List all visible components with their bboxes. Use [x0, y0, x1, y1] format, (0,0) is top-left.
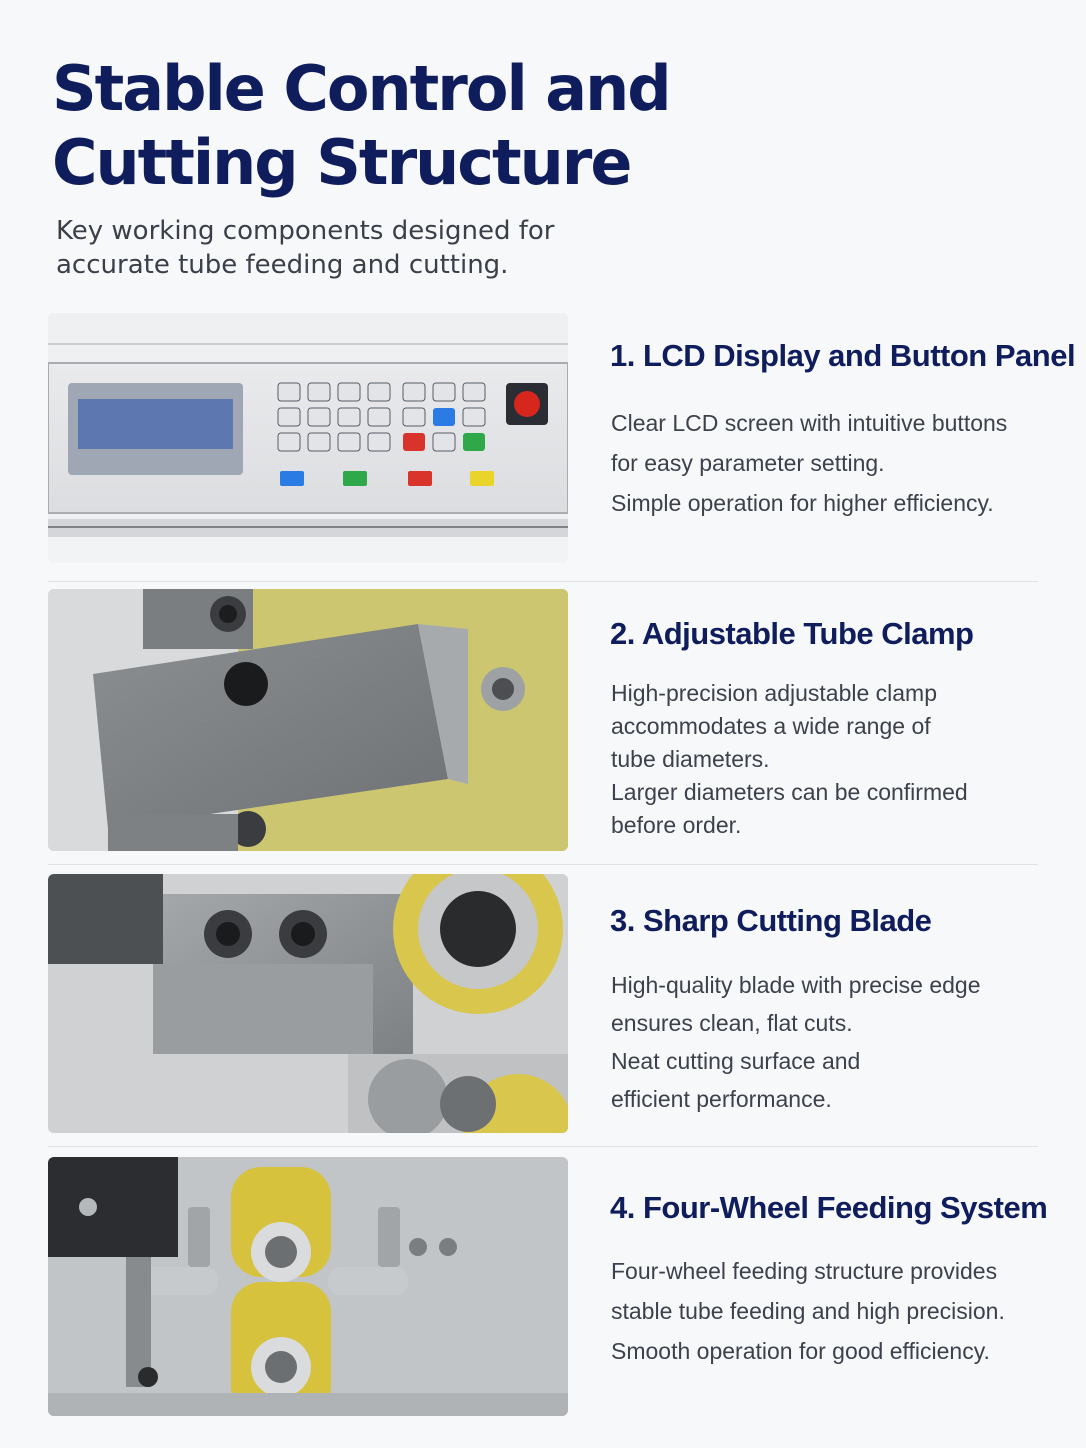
section-title: 3. Sharp Cutting Blade [610, 903, 932, 938]
description-line: accommodates a wide range of [611, 713, 931, 739]
section-description [611, 966, 1041, 1118]
description-line: Larger diameters can be confirmed [611, 779, 968, 805]
tube-clamp-photo [48, 589, 568, 851]
section-title: 2. Adjustable Tube Clamp [610, 616, 974, 651]
description-line: ensures clean, flat cuts. [611, 1010, 853, 1036]
feeding-system-photo [48, 1157, 568, 1416]
description-line: Smooth operation for good efficiency. [611, 1338, 990, 1364]
section-description [611, 403, 1041, 523]
page-title: Stable Control and Cutting Structure [52, 52, 670, 199]
description-line: before order. [611, 812, 742, 838]
section-title: 1. LCD Display and Button Panel [610, 338, 1076, 373]
description-line: Neat cutting surface and [611, 1048, 861, 1074]
section-tube-clamp [48, 589, 1038, 851]
page-subtitle: Key working components designed for accurate tube feeding and cutting. [56, 216, 555, 280]
section-cutting-blade [48, 874, 1038, 1133]
section-description [611, 677, 1041, 842]
divider [48, 1146, 1038, 1147]
description-line: tube diameters. [611, 746, 770, 772]
description-line: Clear LCD screen with intuitive buttons [611, 410, 1008, 436]
lcd-panel-photo [48, 313, 568, 563]
description-line: High-quality blade with precise edge [611, 972, 981, 998]
section-title: 4. Four-Wheel Feeding System [610, 1190, 1048, 1225]
description-line: Simple operation for higher efficiency. [611, 490, 994, 516]
description-line: High-precision adjustable clamp [611, 680, 937, 706]
divider [48, 864, 1038, 865]
section-description [611, 1251, 1041, 1371]
description-line: for easy parameter setting. [611, 450, 885, 476]
section-feeding-system [48, 1157, 1048, 1416]
cutting-blade-photo [48, 874, 568, 1133]
description-line: Four-wheel feeding structure provides [611, 1258, 998, 1284]
divider [48, 581, 1038, 582]
description-line: efficient performance. [611, 1086, 832, 1112]
description-line: stable tube feeding and high precision. [611, 1298, 1005, 1324]
section-lcd-panel [48, 313, 1076, 563]
